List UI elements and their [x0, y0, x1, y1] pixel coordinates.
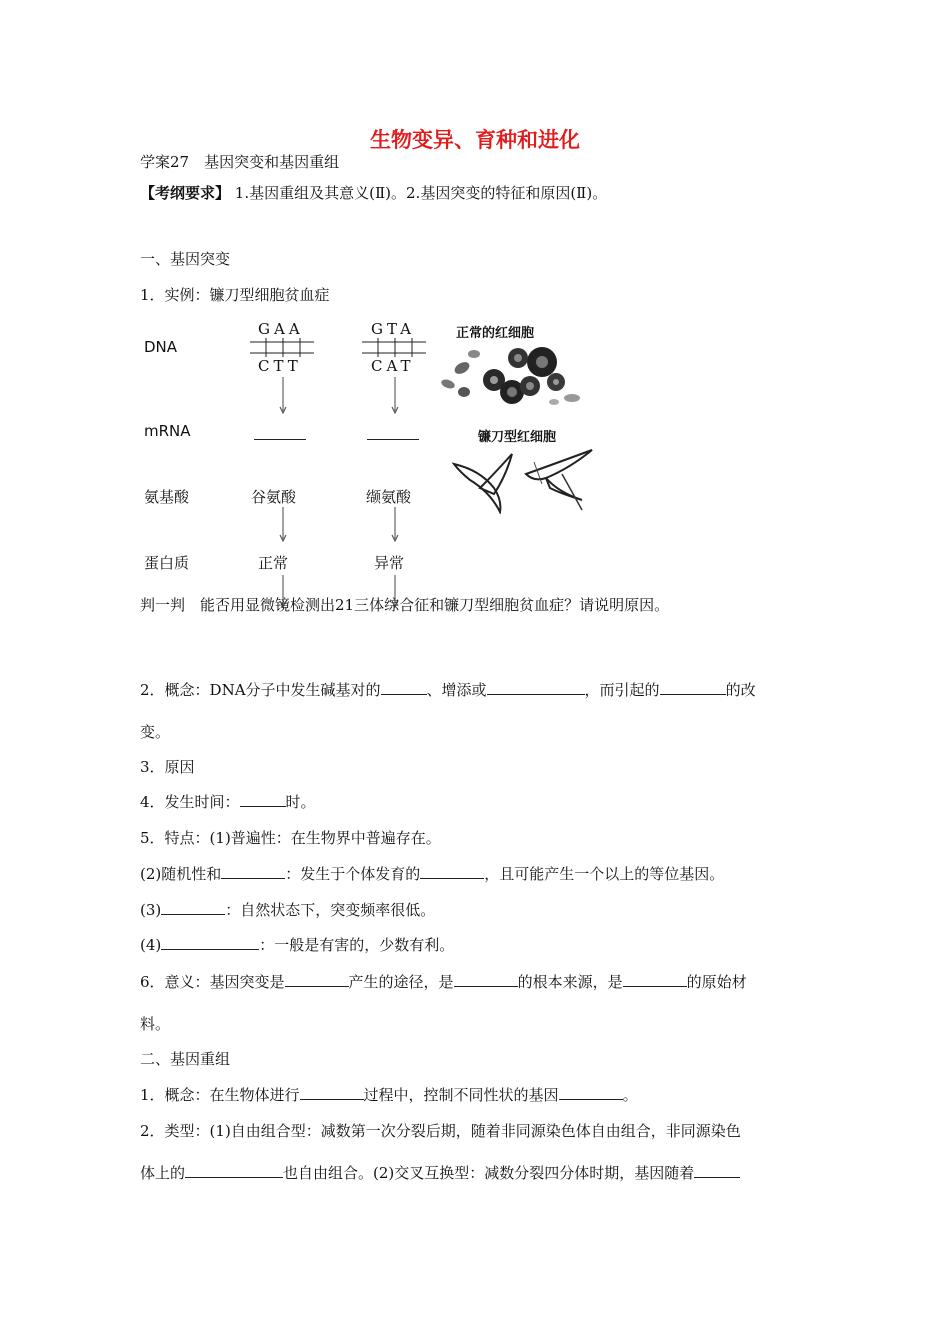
feature-part: ：发生于个体发育的: [285, 865, 421, 883]
fill-blank[interactable]: [487, 680, 585, 695]
time-part: 时。: [285, 793, 316, 811]
feature-2: [140, 864, 724, 884]
significance-part: 的原始材: [686, 973, 747, 991]
fill-blank[interactable]: [185, 1163, 283, 1178]
mutant-bottom-strand: CAT: [371, 357, 415, 375]
cause-line: 3．原因: [140, 758, 195, 776]
fill-blank[interactable]: [694, 1163, 740, 1178]
feature-4: [140, 935, 454, 955]
feature-part: ：自然状态下，突变频率很低。: [225, 901, 436, 919]
concept-line-cont: 变。: [140, 723, 171, 741]
section2-heading: 二、基因重组: [140, 1050, 231, 1068]
mutant-dna-bonds: [360, 338, 430, 358]
syllabus-line: [140, 183, 607, 203]
sickle-cells-caption: 镰刀型红细胞: [478, 430, 557, 445]
concept-part: ，而引起的: [584, 681, 660, 699]
recombination-part: 体上的: [140, 1164, 186, 1182]
fill-blank[interactable]: [559, 1085, 623, 1100]
mutant-amino-acid: 缬氨酸: [366, 488, 412, 506]
concept-part: 的改: [725, 681, 756, 699]
concept-part: 、增添或: [426, 681, 487, 699]
normal-bottom-strand: CTT: [258, 357, 302, 375]
normal-amino-acid: 谷氨酸: [251, 488, 297, 506]
fill-blank[interactable]: [221, 864, 285, 879]
recombination-part: 过程中，控制不同性状的基因: [363, 1086, 559, 1104]
recombination-concept: [140, 1085, 638, 1105]
syllabus-text: 1.基因重组及其意义(Ⅱ)。2.基因突变的特征和原因(Ⅱ)。: [234, 184, 608, 202]
feature-part: (2)随机性和: [140, 865, 222, 883]
fill-blank[interactable]: [240, 792, 286, 807]
normal-top-strand: GAA: [258, 320, 304, 338]
row-label-mrna: mRNA: [144, 422, 191, 440]
recombination-part: 。: [622, 1086, 638, 1104]
sickle-cell-diagram: [138, 312, 618, 582]
recombination-part: 也自由组合。(2)交叉互换型：减数分裂四分体时期，基因随着: [283, 1164, 695, 1182]
mutant-top-strand: GTA: [371, 320, 415, 338]
fill-blank[interactable]: [454, 972, 518, 987]
row-label-amino-acid: 氨基酸: [144, 488, 190, 506]
significance-part: 的根本来源，是: [517, 973, 623, 991]
normal-red-cells-image: [434, 340, 584, 410]
fill-blank[interactable]: [285, 972, 349, 987]
row-label-dna: DNA: [144, 338, 178, 356]
time-part: 4．发生时间：: [140, 793, 240, 811]
syllabus-prefix: 【考纲要求】: [140, 184, 231, 202]
feature-part: ，且可能产生一个以上的等位基因。: [484, 865, 725, 883]
concept-part: 2．概念：DNA分子中发生碱基对的: [140, 681, 381, 699]
recombination-part: 1．概念：在生物体进行: [140, 1086, 300, 1104]
case-label: 学案27 基因突变和基因重组: [140, 153, 340, 171]
normal-dna-bonds: [248, 338, 318, 358]
concept-line: [140, 680, 756, 700]
fill-blank[interactable]: [623, 972, 687, 987]
significance-line: [140, 972, 747, 992]
recombination-types: 2．类型：(1)自由组合型：减数第一次分裂后期，随着非同源染色体自由组合，非同源染色: [140, 1122, 741, 1140]
row-label-protein: 蛋白质: [144, 554, 190, 572]
fill-blank[interactable]: [381, 680, 427, 695]
normal-cells-caption: 正常的红细胞: [456, 326, 535, 341]
normal-protein: 正常: [258, 554, 289, 572]
fill-blank[interactable]: [161, 900, 225, 915]
sickle-red-cells-image: [450, 444, 600, 514]
judge-question: 判一判 能否用显微镜检测出21三体综合征和镰刀型细胞贫血症？请说明原因。: [140, 596, 670, 614]
fill-blank[interactable]: [420, 864, 484, 879]
time-line: [140, 792, 316, 812]
significance-part: 6．意义：基因突变是: [140, 973, 285, 991]
significance-line-cont: 料。: [140, 1015, 171, 1033]
example-label: 1．实例：镰刀型细胞贫血症: [140, 286, 330, 304]
fill-blank[interactable]: [660, 680, 726, 695]
mutant-mrna-blank: [367, 439, 419, 440]
fill-blank[interactable]: [161, 935, 259, 950]
feature-1: 5．特点：(1)普遍性：在生物界中普遍存在。: [140, 829, 441, 847]
feature-part: ：一般是有害的，少数有利。: [259, 936, 455, 954]
feature-part: (4): [140, 936, 162, 954]
feature-part: (3): [140, 901, 162, 919]
significance-part: 产生的途径，是: [348, 973, 454, 991]
page-title: 生物变异、育种和进化: [370, 128, 580, 152]
feature-3: [140, 900, 435, 920]
fill-blank[interactable]: [300, 1085, 364, 1100]
section1-heading: 一、基因突变: [140, 250, 231, 268]
recombination-types-cont: [140, 1163, 740, 1183]
normal-mrna-blank: [254, 439, 306, 440]
mutant-protein: 异常: [374, 554, 405, 572]
